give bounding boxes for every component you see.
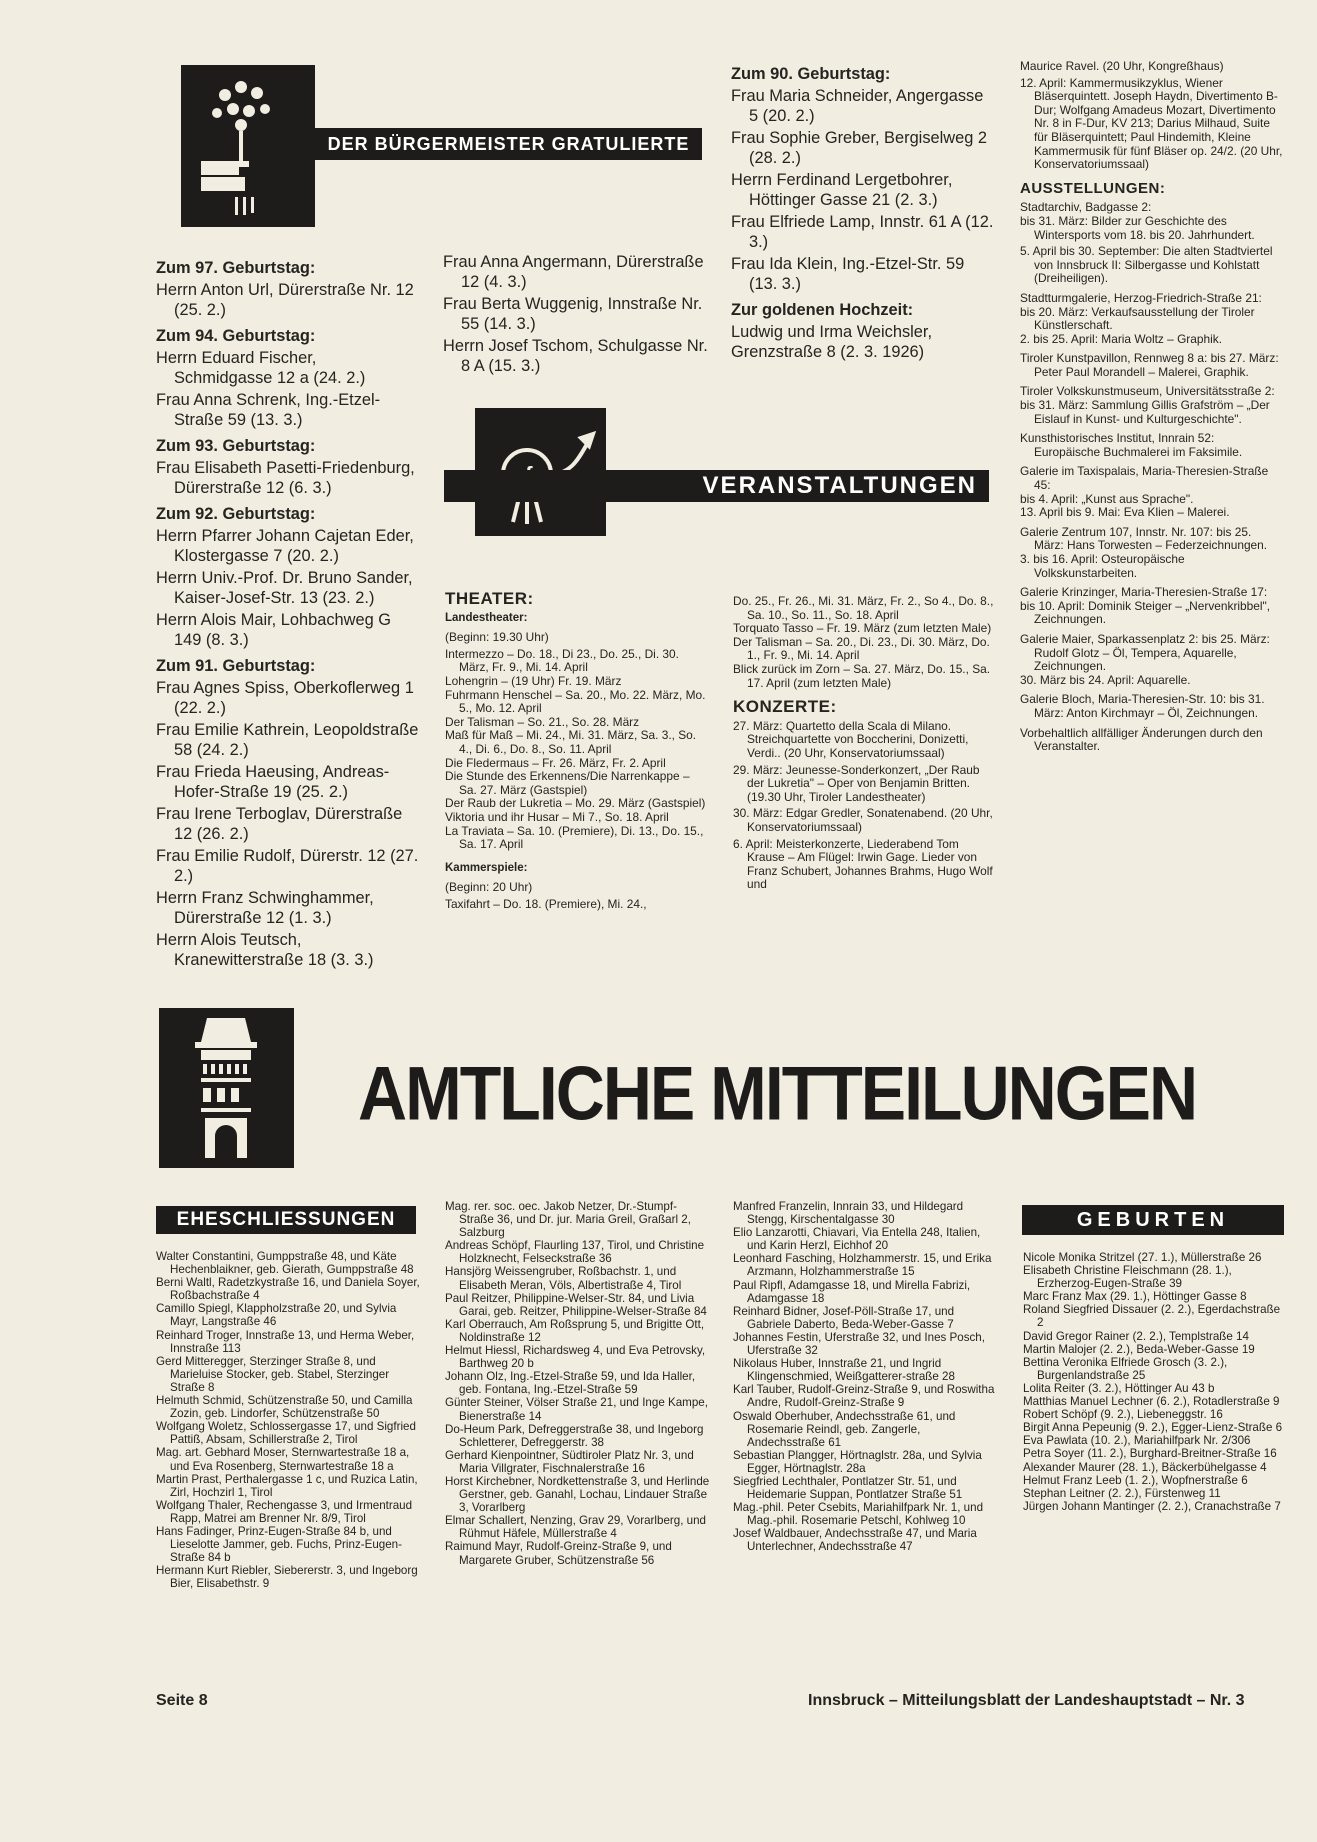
theater-entry: Die Stunde des Erkennens/Die Narrenkappe – Sa. 27. März (Gastspiel) (445, 769, 690, 797)
theater-entry: Viktoria und ihr Husar – Mi 7., So. 18. April (445, 809, 669, 824)
marriage-entry: Josef Waldbauer, Andechsstraße 47, und Maria Unterlechner, Andechsstraße 47 (733, 1527, 977, 1554)
marriage-entry: Reinhard Troger, Innstraße 13, und Herma Weber, Innstraße 113 (156, 1328, 415, 1355)
birth-entry: Alexander Maurer (28. 1.), Bäckerbühelgasse 4 (1023, 1460, 1267, 1474)
theater-entry: (Beginn: 19.30 Uhr) (445, 630, 549, 645)
marriage-entry: Johannes Festin, Uferstraße 32, und Ines Posch, Uferstraße 32 (733, 1330, 985, 1358)
theater-entry: Der Talisman – So. 21., So. 28. März (445, 714, 640, 729)
birthday-entry: Frau Agnes Spiss, Oberkoflerweg 1 (22. 2.) (156, 679, 414, 717)
city-tower-logo (159, 1008, 294, 1168)
banner-geburten (1022, 1205, 1284, 1235)
publication-footer: Innsbruck – Mitteilungsblatt der Landeshauptstadt – Nr. 3 (808, 1692, 1245, 1709)
birthday-entry: Herrn Alois Mair, Lohbachweg G 149 (8. 3.) (156, 611, 392, 649)
column-4 (1020, 60, 1283, 757)
concert-entry: 12. April: Kammermusikzyklus, Wiener Bläserquintett. Joseph Haydn, Divertimento B-Dur; Wolfgang Amadeus Mozart, Divertimento Nr. 8 in F-Dur, KV 213; Darius Milhaud, Suite für Bläserquintett; Paul Hindemith, Kleine Kammermusik für fünf Bläser op. 24/2. (20 Uhr, Konservatoriumssaal) (1020, 75, 1283, 172)
birthday-entry: Frau Irene Terboglav, Dürerstraße 12 (26. 2.) (156, 805, 403, 843)
exhibition-note: Vorbehaltlich allfälliger Änderungen durch den Veranstalter. (1020, 725, 1263, 754)
theater-entry: Maß für Maß – Mi. 24., Mi. 31. März, Sa. 3., So. 4., Di. 6., Do. 8., So. 11. April (445, 728, 697, 756)
marriages-column-1 (156, 1250, 420, 1590)
marriage-entry: Hansjörg Weissengruber, Roßbachstr. 1, und Elisabeth Meran, Völs, Albertistraße 4, Tirol (445, 1265, 682, 1292)
birthday-heading: Zum 94. Geburtstag: (156, 327, 316, 345)
marriages-column-2 (445, 1200, 710, 1567)
exhibition-entry: 5. April bis 30. September: Die alten Stadtviertel von Innsbruck II: Silbergasse und Kohlstatt (Dreiheiligen). (1020, 244, 1273, 286)
birthday-entry: Herrn Josef Tschom, Schulgasse Nr. 8 A (15. 3.) (443, 337, 708, 375)
marriage-entry: Hans Fadinger, Prinz-Eugen-Straße 84 b, und Lieselotte Jammer, geb. Fuchs, Prinz-Eugen-Straße 84 b (156, 1524, 402, 1565)
marriage-entry: Helmut Hiessl, Richardsweg 4, und Eva Petrovsky, Barthweg 20 b (445, 1344, 706, 1371)
concert-entry: 30. März: Edgar Gredler, Sonatenabend. (20 Uhr, Konservatoriumssaal) (733, 806, 993, 834)
marriage-entry: Paul Ripfl, Adamgasse 18, und Mirella Fabrizi, Adamgasse 18 (733, 1278, 971, 1305)
marriages-column-3 (733, 1200, 998, 1554)
birthday-entry: Herrn Anton Url, Dürerstraße Nr. 12 (25. 2.) (156, 281, 414, 319)
marriage-entry: Gerhard Kienpointner, Südtiroler Platz Nr. 3, und Maria Villgrater, Fischnalerstraße 16 (445, 1448, 694, 1475)
exhibition-entry: bis 4. April: „Kunst aus Sprache". (1020, 491, 1194, 506)
marriage-entry: Nikolaus Huber, Innstraße 21, und Ingrid Klingenschmied, Weißgatterer-straße 28 (733, 1357, 955, 1384)
exhibition-entry: Galerie im Taxispalais, Maria-Theresien-Straße 45: (1020, 464, 1269, 493)
konzerte-title: KONZERTE: (733, 697, 837, 717)
birthday-entry: Herrn Pfarrer Johann Cajetan Eder, Klostergasse 7 (20. 2.) (156, 527, 414, 565)
marriage-entry: Camillo Spiegl, Klappholzstraße 20, und Sylvia Mayr, Langstraße 46 (156, 1302, 397, 1329)
theater-entry: Lohengrin – (19 Uhr) Fr. 19. März (445, 673, 622, 688)
theater-entry: Die Fledermaus – Fr. 26. März, Fr. 2. April (445, 755, 666, 770)
page-number: Seite 8 (156, 1692, 208, 1709)
marriage-entry: Martin Prast, Perthalergasse 1 c, und Ruzica Latin, Zirl, Hochzirl 1, Tirol (156, 1472, 418, 1499)
birthday-entry: Frau Ida Klein, Ing.-Etzel-Str. 59 (13. 3.) (731, 255, 965, 293)
exhibition-entry: bis 20. März: Verkaufsausstellung der Tiroler Künstlerschaft. (1020, 304, 1255, 333)
concert-entry: 29. März: Jeunesse-Sonderkonzert, „Der Raub der Lukretia" – Oper von Benjamin Britten. (19.30 Uhr, Tiroler Landestheater) (733, 762, 980, 804)
banner-eheschliessungen-text: EHESCHLIESSUNGEN (176, 1209, 396, 1230)
birthday-entry: Frau Berta Wuggenig, Innstraße Nr. 55 (14. 3.) (443, 295, 703, 333)
birth-entry: Petra Soyer (11. 2.), Burghard-Breitner-Straße 16 (1023, 1447, 1277, 1461)
birthday-entry: Frau Frieda Haeusing, Andreas-Hofer-Straße 19 (25. 2.) (156, 763, 390, 801)
birthday-heading: Zum 91. Geburtstag: (156, 657, 316, 675)
landestheater-label: Landestheater: (445, 611, 528, 624)
marriage-entry: Sebastian Plangger, Hörtnaglstr. 28a, und Sylvia Egger, Hörtnaglstr. 28a (733, 1448, 982, 1475)
kammerspiele-label: Kammerspiele: (445, 861, 528, 874)
birth-entry: Bettina Veronika Elfriede Grosch (3. 2.), Burgenlandstraße 25 (1023, 1355, 1228, 1382)
marriage-entry: Wolfgang Thaler, Rechengasse 3, und Irmentraud Rapp, Matrei am Brenner Nr. 8/9, Tirol (156, 1498, 413, 1525)
exhibition-entry: bis 31. März: Bilder zur Geschichte des Wintersports vom 18. bis 20. Jahrhundert. (1020, 213, 1255, 242)
birth-entry: David Gregor Rainer (2. 2.), Templstraße 14 (1023, 1329, 1249, 1343)
marriage-entry: Günter Steiner, Völser Straße 21, und Inge Kampe, Bienerstraße 14 (445, 1396, 708, 1423)
theater-entry: Fuhrmann Henschel – Sa. 20., Mo. 22. März, Mo. 5., Mo. 12. April (445, 687, 706, 716)
birth-entry: Jürgen Johann Mantinger (2. 2.), Cranachstraße 7 (1023, 1499, 1281, 1513)
theater-entry: Intermezzo – Do. 18., Di 23., Do. 25., Di. 30. März, Fr. 9., Mi. 14. April (445, 646, 679, 675)
theater-entry: Taxifahrt – Do. 18. (Premiere), Mi. 24., (445, 896, 647, 911)
banner-geburten-text: GEBURTEN (1076, 1208, 1230, 1231)
birth-entry: Roland Siegfried Dissauer (2. 2.), Egerdachstraße 2 (1023, 1303, 1281, 1330)
amtliche-mitteilungen-title: AMTLICHE MITTEILUNGEN (358, 1051, 1197, 1137)
birth-entry: Eva Pawlata (10. 2.), Mariahilfpark Nr. 2/306 (1023, 1434, 1251, 1448)
marriage-entry: Berni Waltl, Radetzkystraße 16, und Daniela Soyer, Roßbachstraße 4 (156, 1276, 420, 1303)
birthday-column-3 (731, 64, 995, 364)
birth-entry: Helmut Franz Leeb (1. 2.), Wopfnerstraße 6 (1023, 1473, 1248, 1487)
exhibition-entry: 30. März bis 24. April: Aquarelle. (1020, 672, 1191, 687)
exhibition-entry: Galerie Bloch, Maria-Theresien-Str. 10: bis 31. März: Anton Kirchmayr – Öl, Zeichnungen. (1020, 692, 1265, 720)
birthday-heading: Zum 90. Geburtstag: (731, 65, 891, 83)
exhibition-entry: bis 31. März: Sammlung Gillis Grafström – „Der Eislauf in Kunst- und Kulturgeschichte". (1020, 398, 1270, 426)
marriage-entry: Helmuth Schmid, Schützenstraße 50, und Camilla Zozin, geb. Lindorfer, Schützenstraße 50 (156, 1394, 413, 1421)
exhibition-entry: 2. bis 25. April: Maria Woltz – Graphik. (1020, 331, 1223, 346)
birth-entry: Martin Malojer (2. 2.), Beda-Weber-Gasse 19 (1023, 1342, 1255, 1356)
banner-veranstaltungen-text: VERANSTALTUNGEN (702, 472, 977, 499)
birthday-entry: Frau Emilie Kathrein, Leopoldstraße 58 (24. 2.) (156, 721, 419, 759)
birthday-entry: Frau Anna Schrenk, Ing.-Etzel-Straße 59 (13. 3.) (156, 391, 381, 429)
exhibition-entry: Tiroler Kunstpavillon, Rennweg 8 a: bis 27. März: Peter Paul Morandell – Malerei, Graphik. (1020, 351, 1279, 379)
birthday-heading: Zum 92. Geburtstag: (156, 505, 316, 523)
banner-gratuliert-text: DER BÜRGERMEISTER GRATULIERTE (327, 133, 690, 154)
theater-entry: Blick zurück im Zorn – Sa. 27. März, Do. 15., Sa. 17. April (zum letzten Male) (733, 661, 991, 690)
marriage-entry: Horst Kirchebner, Nordkettenstraße 3, und Herlinde Gerstner, geb. Ganahl, Lochau, Lindauer Straße 3, Vorarlberg (445, 1474, 710, 1515)
birthday-entry: Herrn Ferdinand Lergetbohrer, Höttinger Gasse 21 (2. 3.) (731, 171, 953, 209)
ausstellungen-title: AUSSTELLUNGEN: (1020, 179, 1166, 197)
birthday-heading: Zur goldenen Hochzeit: (731, 301, 914, 319)
marriage-entry: Raimund Mayr, Rudolf-Greinz-Straße 9, und Margarete Gruber, Schützenstraße 56 (445, 1540, 672, 1567)
theater-entry: La Traviata – Sa. 10. (Premiere), Di. 13., Do. 15., Sa. 17. April (445, 823, 704, 852)
marriage-entry: Elmar Schallert, Nenzing, Grav 29, Vorarlberg, und Rühmut Häfele, Müllerstraße 4 (445, 1514, 706, 1541)
marriage-entry: Oswald Oberhuber, Andechsstraße 61, und Rosemarie Reindl, geb. Zangerle, Andechsstraße 61 (733, 1409, 956, 1449)
birthday-entry: Frau Emilie Rudolf, Dürerstr. 12 (27. 2.) (156, 847, 419, 885)
marriage-entry: Wolfgang Woletz, Schlossergasse 17, und Sigfried Pattiß, Absam, Schillerstraße 2, Tirol (156, 1420, 416, 1447)
marriage-entry: Mag. art. Gebhard Moser, Sternwartestraße 18 a, und Eva Rosenberg, Sternwartestraße 18 a (156, 1446, 410, 1473)
marriage-entry: Manfred Franzelin, Innrain 33, und Hildegard Stengg, Kirschentalgasse 30 (733, 1200, 964, 1227)
marriage-entry: Walter Constantini, Gumppstraße 48, und Käte Hechenblaikner, geb. Gierath, Gumppstraße 48 (156, 1250, 414, 1277)
birthday-column-2 (443, 252, 709, 378)
marriage-entry: Hermann Kurt Riebler, Siebererstr. 3, und Ingeborg Bier, Elisabethstr. 9 (156, 1564, 418, 1591)
marriage-entry: Andreas Schöpf, Flaurling 137, Tirol, und Christine Holzknecht, Felseckstraße 36 (445, 1239, 705, 1266)
marriage-entry: Siegfried Lechthaler, Pontlatzer Str. 51, und Heidemarie Suppan, Pontlatzer Straße 51 (733, 1474, 963, 1502)
marriage-entry: Karl Oberrauch, Am Roßsprung 5, und Brigitte Ott, Noldinstraße 12 (445, 1317, 705, 1344)
exhibition-entry: Tiroler Volkskunstmuseum, Universitätsstraße 2: (1020, 384, 1275, 399)
theater-entry: (Beginn: 20 Uhr) (445, 880, 533, 895)
births-column (1023, 1251, 1285, 1513)
birth-entry: Matthias Manuel Lechner (6. 2.), Rotadlerstraße 9 (1023, 1395, 1280, 1409)
birthday-entry: Herrn Alois Teutsch, Kranewitterstraße 18 (3. 3.) (156, 931, 374, 969)
birth-entry: Marc Franz Max (29. 1.), Höttinger Gasse 8 (1023, 1290, 1247, 1304)
banner-eheschliessungen (156, 1206, 416, 1234)
exhibition-entry: 3. bis 16. April: Osteuropäische Volkskunstarbeiten. (1020, 552, 1185, 580)
birthday-entry: Herrn Eduard Fischer, Schmidgasse 12 a (24. 2.) (156, 349, 366, 387)
birthday-heading: Zum 93. Geburtstag: (156, 437, 316, 455)
concert-entry: 6. April: Meisterkonzerte, Liederabend Tom Krause – Am Flügel: Irwin Gage. Lieder von Franz Schubert, Johannes Brahms, Hugo Wolf und (733, 836, 993, 892)
konzerte-column (733, 595, 998, 895)
marriage-entry: Leonhard Fasching, Holzhammerstr. 15, und Erika Arzmann, Holzhammerstraße 15 (733, 1252, 992, 1279)
concert-entry: Maurice Ravel. (20 Uhr, Kongreßhaus) (1020, 59, 1224, 73)
birthday-entry: Frau Maria Schneider, Angergasse 5 (20. 2.) (731, 87, 984, 125)
banner-veranstaltungen (444, 470, 989, 502)
birth-entry: Lolita Reiter (3. 2.), Höttinger Au 43 b (1023, 1381, 1215, 1395)
exhibition-entry: 13. April bis 9. Mai: Eva Klien – Malerei. (1020, 505, 1230, 520)
birthday-entry: Herrn Univ.-Prof. Dr. Bruno Sander, Kaiser-Josef-Str. 13 (23. 2.) (156, 569, 413, 607)
exhibition-entry: Galerie Zentrum 107, Innstr. Nr. 107: bis 25. März: Hans Torwesten – Federzeichnungen. (1020, 524, 1268, 553)
birthday-entry: Frau Elisabeth Pasetti-Friedenburg, Dürerstraße 12 (6. 3.) (156, 459, 415, 497)
theater-entry: Der Raub der Lukretia – Mo. 29. März (Gastspiel) (445, 796, 706, 811)
birthday-entry: Frau Anna Angermann, Dürerstraße 12 (4. 3.) (443, 253, 704, 291)
birthday-entry: Herrn Franz Schwinghammer, Dürerstraße 12 (1. 3.) (156, 889, 374, 927)
marriage-entry: Do-Heum Park, Defreggerstraße 38, und Ingeborg Schletterer, Defreggerstr. 38 (445, 1422, 704, 1449)
marriage-entry: Mag.-phil. Peter Csebits, Mariahilfpark Nr. 1, und Mag.-phil. Rosemarie Petschl, Kohlweg 10 (733, 1501, 984, 1528)
birthday-heading: Zum 97. Geburtstag: (156, 259, 316, 277)
marriage-entry: Johann Olz, Ing.-Etzel-Straße 59, und Ida Haller, geb. Fontana, Ing.-Etzel-Straße 59 (445, 1370, 696, 1397)
theater-entry: Torquato Tasso – Fr. 19. März (zum letzten Male) (733, 621, 992, 636)
birthday-column-1 (156, 252, 419, 972)
concert-entry: 27. März: Quartetto della Scala di Milano. Streichquartette von Boccherini, Donizetti, Verdi.. (20 Uhr, Konservatoriumssaal) (733, 718, 969, 760)
marriage-entry: Mag. rer. soc. oec. Jakob Netzer, Dr.-Stumpf-Straße 36, und Dr. jur. Maria Greil, Graßarl 2, Salzburg (445, 1200, 691, 1240)
birth-entry: Stephan Leitner (2. 2.), Fürstenweg 11 (1023, 1486, 1221, 1500)
marriage-entry: Elio Lanzarotti, Chiavari, Via Entella 248, Italien, und Karin Herzl, Eichhof 20 (733, 1226, 981, 1253)
birthday-entry: Ludwig und Irma Weichsler, Grenzstraße 8 (2. 3. 1926) (731, 323, 933, 361)
birth-entry: Birgit Anna Pepeunig (9. 2.), Egger-Lienz-Straße 6 (1023, 1421, 1283, 1435)
theater-title: THEATER: (445, 589, 534, 608)
marriage-entry: Paul Reitzer, Philippine-Welser-Str. 84, und Livia Garai, geb. Reitzer, Philippine-Welser-Straße 84 (445, 1291, 707, 1318)
exhibition-entry: Galerie Maier, Sparkassenplatz 2: bis 25. März: Rudolf Glotz – Öl, Tempera, Aquarelle, Zeichnungen. (1020, 631, 1270, 674)
exhibition-entry: bis 10. April: Dominik Steiger – „Nervenkribbel", Zeichnungen. (1020, 598, 1271, 627)
theater-entry: Do. 25., Fr. 26., Mi. 31. März, Fr. 2., So 4., Do. 8., Sa. 10., So. 11., So. 18. April (733, 594, 994, 622)
birth-entry: Elisabeth Christine Fleischmann (28. 1.), Erzherzog-Eugen-Straße 39 (1023, 1264, 1232, 1291)
exhibition-entry: Stadtturmgalerie, Herzog-Friedrich-Straße 21: (1020, 290, 1262, 305)
birth-entry: Nicole Monika Stritzel (27. 1.), Müllerstraße 26 (1023, 1251, 1262, 1264)
flower-bouquet-logo (181, 65, 315, 227)
banner-gratuliert (315, 128, 702, 160)
marriage-entry: Gerd Mitteregger, Sterzinger Straße 8, und Marieluise Stocker, geb. Stabel, Sterzinger Straße 8 (156, 1354, 390, 1394)
marriage-entry: Reinhard Bidner, Josef-Pöll-Straße 17, und Gabriele Daberto, Beda-Weber-Gasse 7 (733, 1304, 955, 1331)
birth-entry: Robert Schöpf (9. 2.), Liebeneggstr. 16 (1023, 1408, 1223, 1422)
marriage-entry: Karl Tauber, Rudolf-Greinz-Straße 9, und Roswitha Andre, Rudolf-Greinz-Straße 9 (733, 1383, 995, 1410)
exhibition-entry: Stadtarchiv, Badgasse 2: (1020, 200, 1152, 215)
exhibition-entry: Kunsthistorisches Institut, Innrain 52: Europäische Buchmalerei im Faksimile. (1020, 431, 1243, 459)
birthday-entry: Frau Sophie Greber, Bergiselweg 2 (28. 2.) (731, 129, 988, 167)
theater-entry: Der Talisman – Sa. 20., Di. 23., Di. 30. März, Do. 1., Fr. 9., Mi. 14. April (733, 634, 990, 663)
exhibition-entry: Galerie Krinzinger, Maria-Theresien-Straße 17: (1020, 585, 1268, 600)
theater-column (445, 589, 710, 914)
birthday-entry: Frau Elfriede Lamp, Innstr. 61 A (12. 3.) (731, 213, 994, 251)
